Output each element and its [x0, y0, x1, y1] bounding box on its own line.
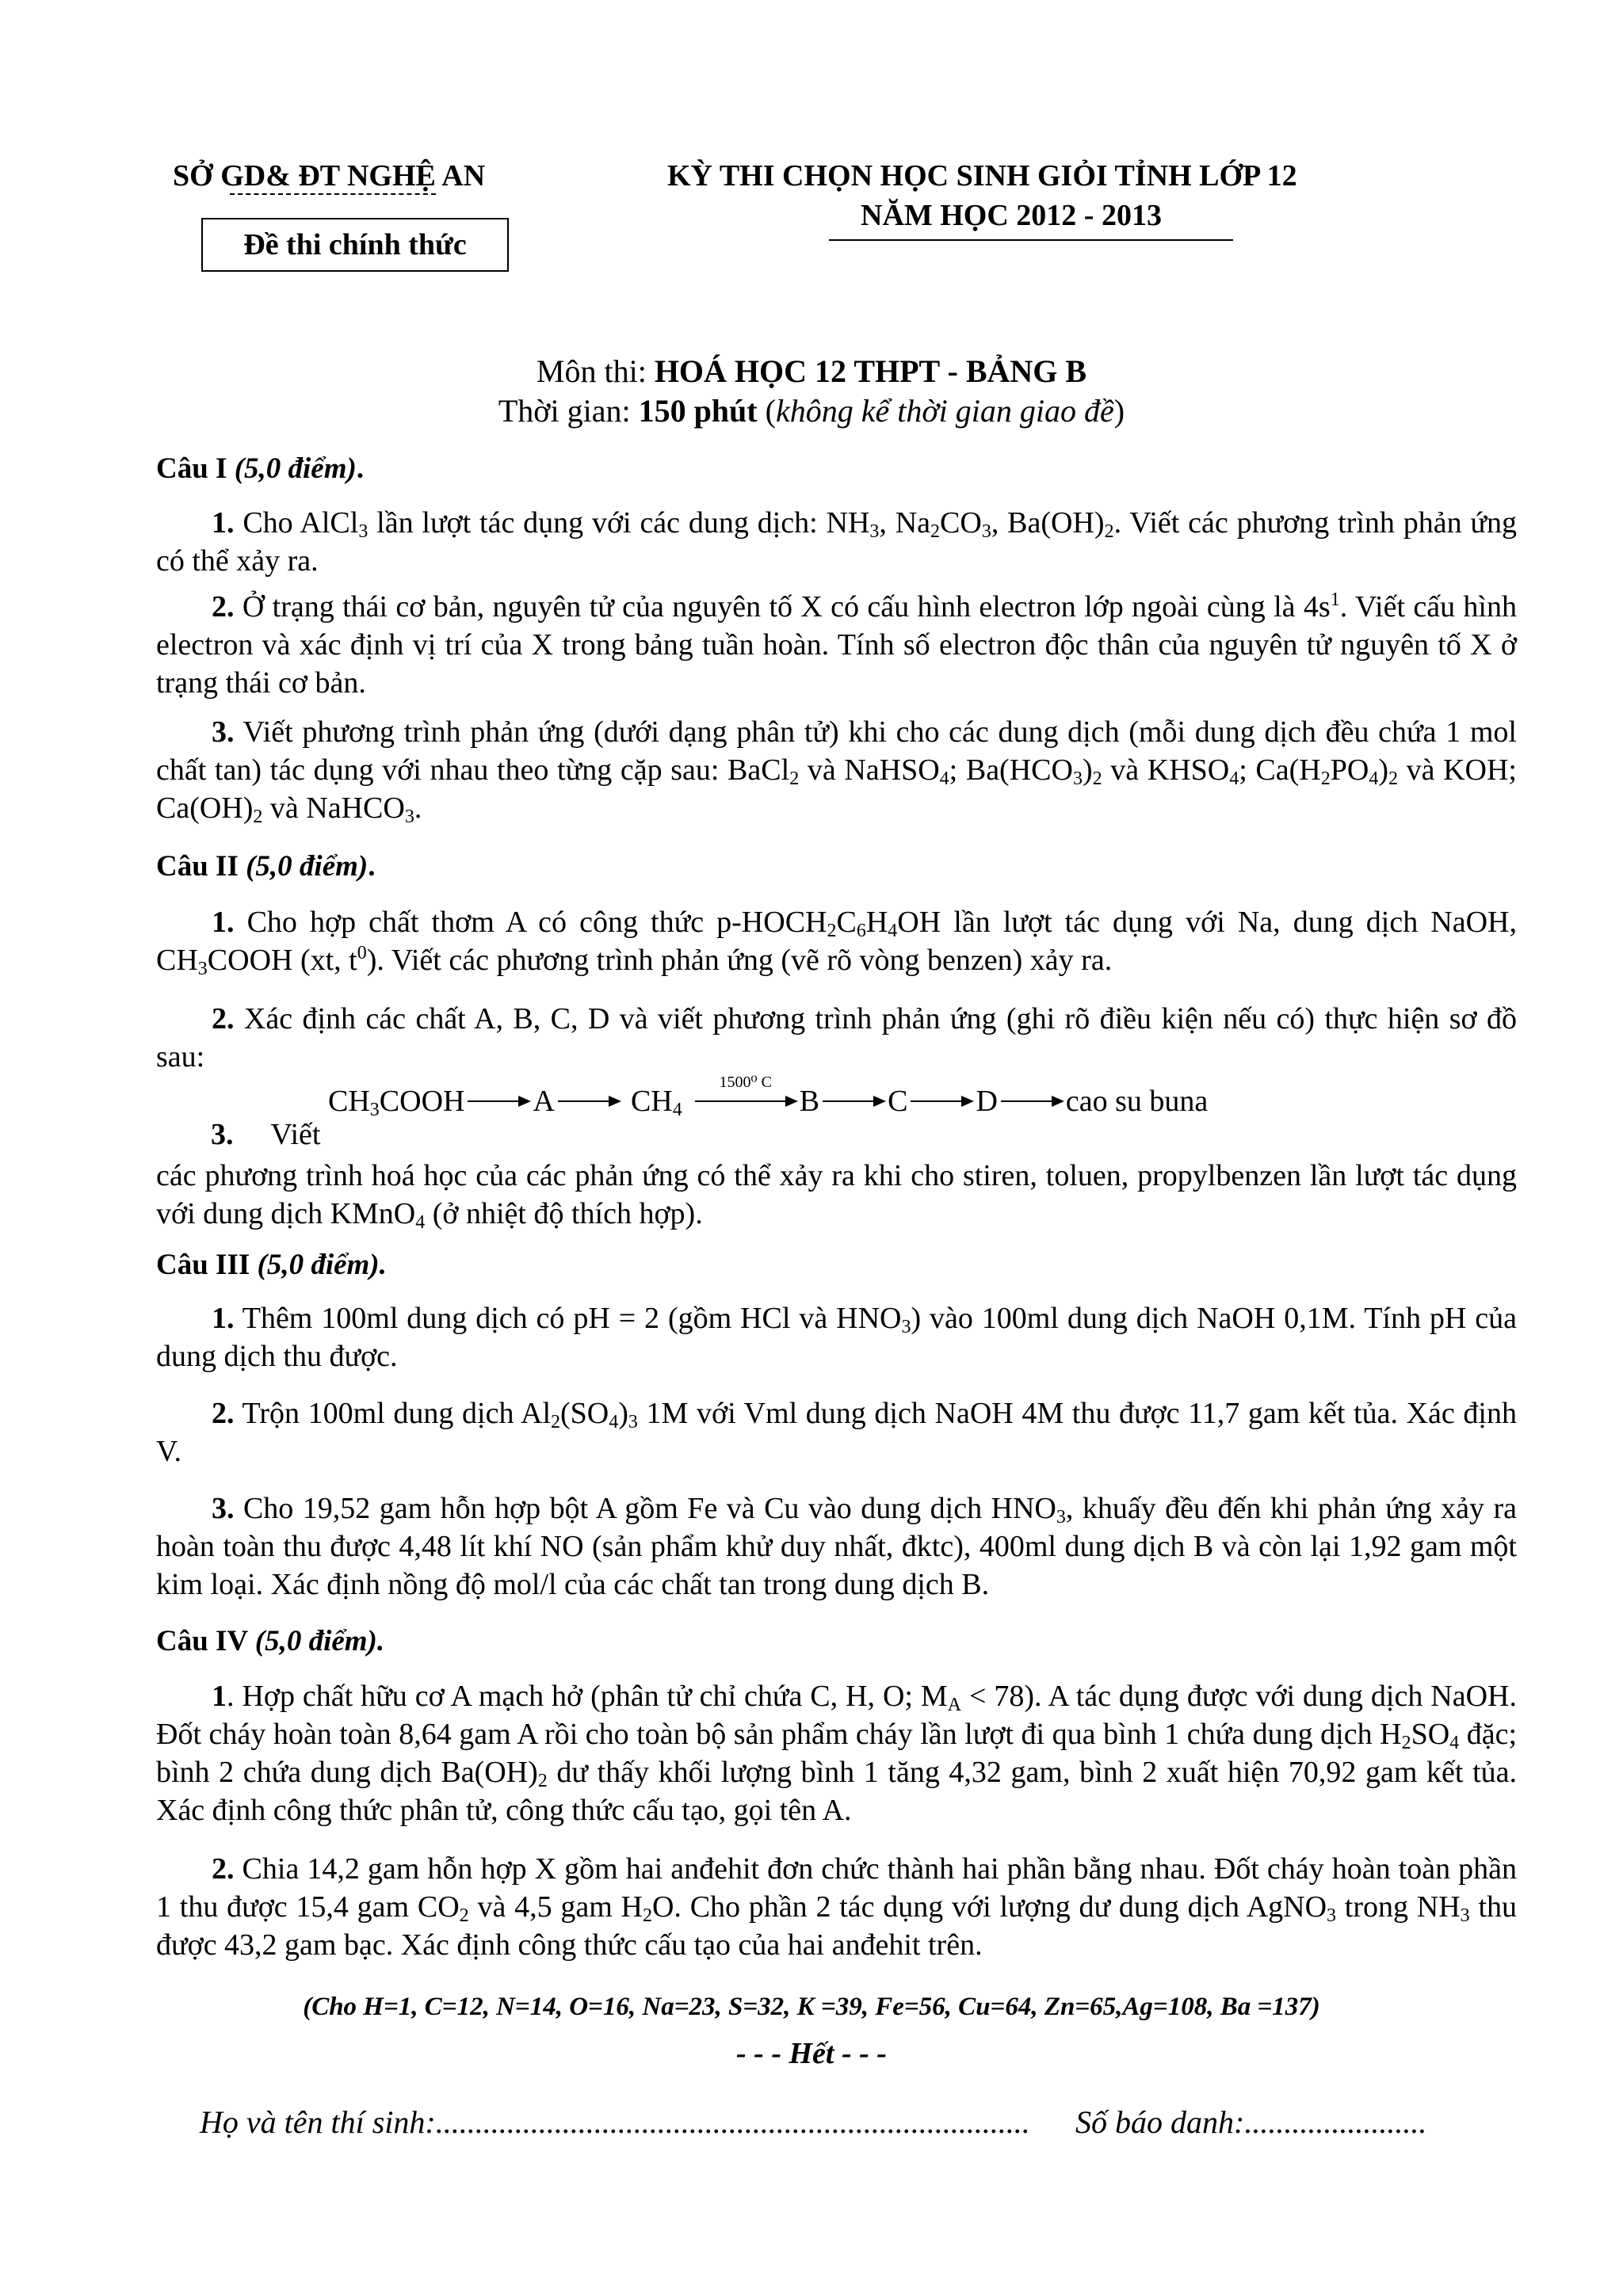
arrow-icon — [823, 1100, 884, 1105]
scheme-end: cao su buna — [1065, 1085, 1209, 1118]
question-1-part-3: 3. Viết phương trình phản ứng (dưới dạng phân tử) khi cho các dung dịch (mỗi dung dịch đều chứa 1 mol chất tan) tác dụng với nhau theo từng cặp sau: BaCl$_2$ và NaHSO$_4$; $Ba(HCO_3)_2$ và $KHSO_4$; $Ca(H_2PO_4)_2$ và KOH; $Ca(OH)_2$ và NaHCO$_3$. — [156, 715, 1517, 827]
scheme-start: $CH_3COOH$ — [328, 1085, 465, 1120]
subject-name: HOÁ HỌC 12 THPT - BẢNG B — [654, 353, 1087, 389]
candidate-number-field: Số báo danh:....................... — [1075, 2104, 1427, 2140]
official-exam-box: Đề thi chính thức — [201, 218, 509, 272]
arrow-icon — [695, 1074, 796, 1105]
arrow-icon — [1001, 1100, 1063, 1105]
scheme-ch4: $CH_4$ — [630, 1085, 682, 1120]
question-4-part-1: 1. Hợp chất hữu cơ A mạch hở (phân tử chỉ chứa C, H, O; $M_A < 78$). A tác dụng được với dung dịch NaOH. Đốt cháy hoàn toàn 8,64 gam A rồi cho toàn bộ sản phẩm cháy lần lượt đi qua bình 1 chứa dung dịch $H_2SO_4$ đặc; bình 2 chứa dung dịch $Ba(OH)_2$ dư thấy khối lượng bình 1 tăng 4,32 gam, bình 2 xuất hiện 70,92 gam kết tủa. Xác định công thức phân tử, công thức cấu tạo, gọi tên A. — [156, 1680, 1517, 1827]
school-year: NĂM HỌC 2012 - 2013 — [861, 199, 1162, 232]
time-line: Thời gian: 150 phút (không kể thời gian giao đề) — [498, 393, 1125, 429]
question-1-part-2: 2. Ở trạng thái cơ bản, nguyên tử của nguyên tố X có cấu hình electron lớp ngoài cùng là $4s^1$. Viết cấu hình electron và xác định vị trí của X trong bảng tuần hoàn. Tính số electron độc thân của nguyên tử nguyên tố X ở trạng thái cơ bản. — [156, 589, 1517, 700]
department-underline — [230, 193, 436, 195]
question-2-part-1: 1. Cho hợp chất thơm A có công thức $p-HOCH_2C_6H_4OH$ lần lượt tác dụng với Na, dung dịch NaOH, $CH_3COOH$ (xt, $t^0$). Viết các phương trình phản ứng (vẽ rõ vòng benzen) xảy ra. — [156, 906, 1517, 979]
atomic-masses-note: (Cho H=1, C=12, N=14, O=16, Na=23, S=32, K =39, Fe=56, Cu=64, Zn=65,Ag=108, Ba =137) — [303, 1993, 1320, 2021]
question-3-part-2: 2. Trộn 100ml dung dịch $Al_2(SO_4)_3$ 1M với Vml dung dịch NaOH 4M thu được 11,7 gam kết tủa. Xác định V. — [156, 1397, 1517, 1468]
question-2-heading: Câu II (5,0 điểm). — [156, 850, 376, 883]
time-label: Thời gian: — [498, 393, 631, 429]
question-3-part-1: 1. Thêm 100ml dung dịch có pH = 2 (gồm HCl và $HNO_3$) vào 100ml dung dịch NaOH 0,1M. Tính pH của dung dịch thu được. — [156, 1302, 1517, 1373]
scheme-c: C — [888, 1085, 908, 1118]
question-3-part-3: 3. Cho 19,52 gam hỗn hợp bột A gồm Fe và Cu vào dung dịch $HNO_3$, khuấy đều đến khi phản ứng xảy ra hoàn toàn thu được 4,48 lít khí NO (sản phẩm khử duy nhất, đktc), 400ml dung dịch B và còn lại 1,92 gam một kim loại. Xác định nồng độ mol/l của các chất tan trong dung dịch B. — [156, 1492, 1517, 1601]
school-year-underline — [829, 239, 1233, 241]
question-1-heading: Câu I (5,0 điểm). — [156, 452, 365, 485]
scheme-condition: 1500⁰ C — [719, 1074, 772, 1091]
subject-line — [0, 353, 1623, 390]
subject-label: Môn thi: — [536, 353, 647, 389]
question-3-heading: Câu III (5,0 điểm). — [156, 1249, 387, 1281]
scheme-d: D — [976, 1085, 998, 1118]
end-marker: - - - Hết - - - — [736, 2037, 887, 2070]
question-4-heading: Câu IV (5,0 điểm). — [156, 1625, 385, 1657]
question-2-part-3: các phương trình hoá học của các phản ứng có thể xảy ra khi cho stiren, toluen, propylbenzen lần lượt tác dụng với dung dịch KMnO$_4$ (ở nhiệt độ thích hợp). — [156, 1159, 1517, 1233]
exam-title: KỲ THI CHỌN HỌC SINH GIỎI TỈNH LỚP 12 — [667, 159, 1297, 193]
question-1-part-1: 1. Cho AlCl$_3$ lần lượt tác dụng với các dung dịch: $NH_3$, $Na_2CO_3$, $Ba(OH)_2$. Viết các phương trình phản ứng có thể xảy ra. — [156, 506, 1517, 578]
time-note: không kể thời gian giao đề — [775, 393, 1114, 429]
scheme-b: B — [799, 1085, 820, 1118]
arrow-icon — [468, 1100, 529, 1105]
exam-duration: 150 phút — [638, 393, 758, 429]
question-2-part-2: 2. Xác định các chất A, B, C, D và viết phương trình phản ứng (ghi rõ điều kiện nếu có) thực hiện sơ đồ sau: — [156, 1002, 1517, 1074]
question-2-part-3-label: 3. Viết — [211, 1118, 321, 1151]
arrow-icon — [911, 1100, 972, 1105]
department-name: SỞ GD& ĐT NGHỆ AN — [173, 159, 486, 193]
question-4-part-2: 2. Chia 14,2 gam hỗn hợp X gồm hai anđehit đơn chức thành hai phần bằng nhau. Đốt cháy hoàn toàn phần 1 thu được 15,4 gam $CO_2$ và 4,5 gam $H_2O$. Cho phần 2 tác dụng với lượng dư dung dịch AgNO$_3$ trong $NH_3$ thu được 43,2 gam bạc. Xác định công thức cấu tạo của hai anđehit trên. — [156, 1852, 1517, 1962]
scheme-a: A — [533, 1085, 555, 1118]
arrow-icon — [558, 1100, 620, 1105]
reaction-scheme — [328, 1074, 1209, 1125]
candidate-name-field: Họ và tên thí sinh:........................................................................... — [200, 2104, 1030, 2140]
